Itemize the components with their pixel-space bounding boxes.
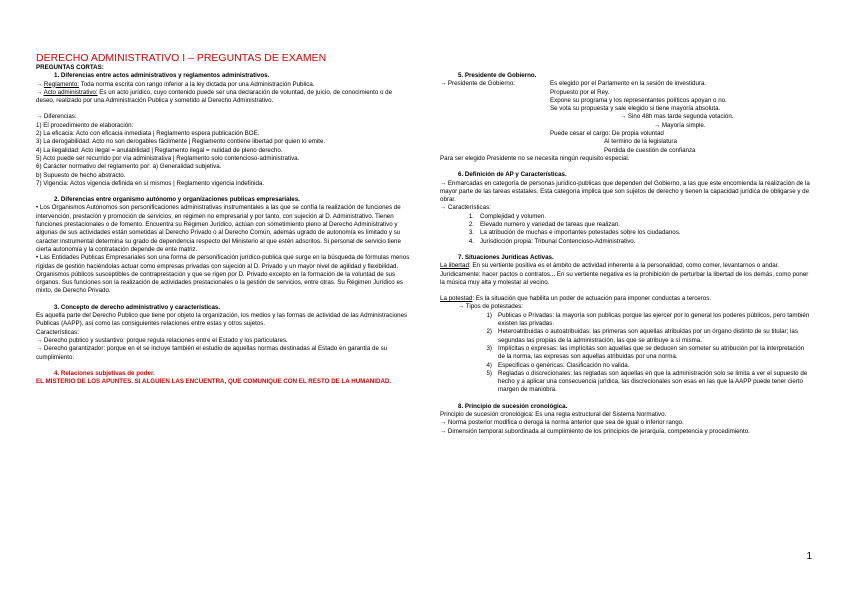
potestad-type-item: 1) Publicas o Privadas: la mayoría son publicas porque las ejercer por lo general los poderes públicos, pero también existen las privadas. bbox=[486, 311, 810, 328]
presidente-line: Para ser elegido Presidente no se necesita ningún requisito especial. bbox=[440, 154, 630, 162]
characteristics-label: Características: bbox=[36, 328, 79, 336]
presidente-line: Puede cesar el cargo: De propia voluntad bbox=[550, 130, 664, 138]
presidente-row bbox=[440, 80, 810, 88]
difference-item: 7) Vigencia: Actos vigencia definida en sí mismos | Reglamento vigencia indefinida. bbox=[36, 179, 265, 187]
entidades-publicas-paragraph: • Las Entidades Publicas Empresariales son una forma de personificación jurídico-publica que surge en la búsqueda de fórmulas menos rígidas de gestión haciéndolas actuar como empresas privadas con sujeción al D. Privado y un mayor nivel de agilidad y flexibilidad. Organismos públicos susceptibles de contraprestación y que se rigen por D. Privado excepto en la formación de la voluntad de sus órganos. Sus funciones son la realización de actividades prestacionales o la gestión de servicios, entre otras. Su Régimen Jurídico es mixto, de Derecho Privado. bbox=[36, 254, 410, 295]
ap-characteristic-text: La atribución de muchas e importantes potestades sobre los ciudadanos. bbox=[480, 229, 681, 237]
potestad-paragraph bbox=[440, 295, 810, 303]
potestad-text: : Es la situación que habilita un poder de actuación para imponer conductas a terceros. bbox=[472, 295, 712, 303]
potestad-type-item: 4) Especificas o genéricas: Clasificación no valida. bbox=[486, 361, 630, 369]
acto-label: Acto administrativo: bbox=[43, 88, 98, 96]
difference-item: 4) La ilegalidad: Acto ilegal = anulabilidad | Reglamento ilegal = nulidad de pleno derecho. bbox=[36, 146, 283, 154]
page-number: 1 bbox=[806, 551, 812, 562]
right-column bbox=[440, 72, 810, 436]
presidente-line: → Sino 48h mas tarde segunda votación. bbox=[620, 113, 734, 121]
presidente-line: Al termino de la legislatura bbox=[604, 138, 677, 146]
heading-section-7: 7. Situaciones Jurídicas Activas. bbox=[458, 253, 554, 261]
subtitle-short-questions: PREGUNTAS CORTAS: bbox=[36, 64, 104, 71]
potestad-type-text: Regladas o discrecionales: las regladas son aquellas en que la administración solo se limita a ver el supuesto de hecho y a aplicar una consecuencia jurídica, las discrecionales son esas en las que la AAPP puede tener cierto margen de maniobra. bbox=[498, 369, 808, 394]
potestad-types-label: → Tipos de potestades: bbox=[458, 303, 524, 311]
presidente-line: Propuesto por el Rey. bbox=[550, 88, 610, 96]
difference-item: 5) Acto puede ser recurrido por vía administrativa | Reglamento solo contencioso-administrativa. bbox=[36, 154, 300, 162]
characteristic-item: → Derecho publico y sustantivo: porque regula relaciones entre el Estado y los particulares. bbox=[36, 336, 288, 344]
sucesion-line: Principio de sucesión cronológica: Es una regla estructural del Sistema Normativo. bbox=[440, 410, 667, 418]
presidente-line: Es elegido por el Parlamento en la sesión de investidura. bbox=[550, 80, 707, 88]
potestad-type-text: Publicas o Privadas: la mayoría son publicas porque las ejercer por lo general los poderes públicos, pero también existen las privadas. bbox=[498, 311, 810, 328]
presidente-line: Expone su programa y los representantes políticos apoyan o no. bbox=[550, 96, 727, 104]
presidente-label: → Presidente de Gobierno: bbox=[440, 80, 515, 88]
difference-item: 2) La eficacia: Acto con eficacia inmediata | Reglamento espera publicación BOE. bbox=[36, 130, 260, 138]
characteristic-item: → Derecho garantizador: porque en el se incluye también el estudio de aquellas normas destinadas al Estado en garantía de su cumplimiento. bbox=[36, 345, 388, 361]
potestad-type-item: 2) Heteroatribuidas o autoatribuidas: las primeras son aquellas atribuidas por un órgano distinto de su titular; las segundas las propias de la administración, las que se atribuye a sí misma. bbox=[440, 328, 810, 345]
difference-item: 1) El procedimiento de elaboración: bbox=[36, 121, 134, 129]
difference-item: b) Supuesto de hecho abstracto. bbox=[36, 171, 126, 179]
heading-section-5: 5. Presidente de Gobierno. bbox=[458, 72, 537, 79]
libertad-text: : En su vertiente positiva es el ámbito de actividad inherente a la personalidad, como comer, levantarnos o andar. Jurídicamente: hacer pactos o contratos... En su vertiente negativa es la prohibición de perturbar la libertad de los demás, como poner la música muy alta y molestar al vecino. bbox=[440, 262, 809, 286]
heading-section-1: 1. Diferencias entre actos administrativos y reglamentos administrativos. bbox=[54, 72, 270, 80]
presidente-line: → Mayoría simple. bbox=[654, 121, 706, 129]
reglamento-paragraph: → Reglamento: Toda norma escrita con rango inferior a la ley dictada por una Administración Publica. bbox=[36, 80, 315, 88]
ap-definition-paragraph: → Enmarcadas en categoría de personas jurídico-publicas que dependen del Gobierno, a las que este encomienda la realización de la mayor parte de las tareas estatales. Esta categoría implica que son sujetos de derecho y tienen la capacidad jurídica de obligarse y de obrar. bbox=[440, 179, 810, 204]
reglamento-text: Toda norma escrita con rango inferior a la ley dictada por una Administración Publica. bbox=[79, 80, 315, 88]
ap-characteristics-label: → Características: bbox=[440, 204, 491, 212]
potestad-type-item: 5) Regladas o discrecionales: las regladas son aquellas en que la administración solo se limita a ver el supuesto de hecho y a aplicar una consecuencia jurídica, las discrecionales son esas en las que la AAPP puede tener cierto margen de maniobra. bbox=[440, 370, 810, 395]
presidente-line: Perdida de cuestión de confianza bbox=[604, 146, 696, 154]
ap-characteristic-item: 2. Elevado numero y variedad de tareas que realizan. bbox=[468, 221, 620, 229]
potestad-type-text: Heteroatribuidas o autoatribuidas: las primeras son aquellas atribuidas por un órgano distinto de su titular; las segundas las propias de la administración, las que se atribuye a sí misma. bbox=[498, 328, 798, 344]
heading-section-2: 2. Diferencias entre organismo autónomo y organizaciones publicas empresariales. bbox=[54, 196, 300, 204]
ap-characteristic-text: Complejidad y volumen. bbox=[480, 212, 547, 220]
missing-notes-message: EL MISTERIO DE LOS APUNTES. SI ALGUIEN LAS ENCUENTRA, QUE COMUNIQUE CON EL RESTO DE LA HUMANIDAD. bbox=[36, 378, 392, 386]
difference-item: 6) Carácter normativo del reglamento por: a) Generalidad subjetiva. bbox=[36, 163, 222, 171]
left-column bbox=[36, 52, 412, 386]
heading-section-4: 4. Relaciones subjetivas de poder. bbox=[54, 369, 155, 377]
ap-characteristic-text: Jurisdicción propia: Tribunal Contencioso-Administrativo. bbox=[480, 237, 636, 245]
ap-characteristic-text: Elevado numero y variedad de tareas que realizan. bbox=[480, 221, 620, 229]
ap-characteristic-item: 4. Jurisdicción propia: Tribunal Contencioso-Administrativo. bbox=[468, 237, 636, 245]
ap-characteristic-item: 1. Complejidad y volumen. bbox=[468, 212, 547, 220]
difference-item: 3) La derogabilidad: Acto no son derogables fácilmente | Reglamento contiene libertad por quien lo emite. bbox=[36, 138, 326, 146]
libertad-label: La libertad bbox=[440, 262, 469, 270]
potestad-type-item: 3) Implícitas o expresas: las implícitas son aquellas que se deducen sin someter su atribución por la interpretación de la norma, las expresas son aquellas atribuidas por una norma. bbox=[440, 345, 810, 362]
presidente-line: Se vota su propuesta y sale elegido si tiene mayoría absoluta. bbox=[550, 105, 721, 113]
sucesion-line: → Dimensión temporal subordinada al cumplimiento de los principios de jerarquía, competencia y procedimiento. bbox=[440, 427, 750, 435]
potestad-type-text: Especificas o genéricas: Clasificación no valida. bbox=[498, 361, 630, 369]
organismos-autonomos-paragraph: • Los Organismos Autónomos son personificaciones administrativas instrumentales a las que se confía la realización de funciones de intervención, prestación y promoción de servicios, en régimen no empresarial y por tanto, con sujeción al D. Administrativo. Tienen funciones prestacionales o de fomento. Encuentra su Régimen Jurídico, actúan con sometimiento pleno al Derecho Administrativo y algunas de sus actividades están sometidas al Derecho Privado o al Derecho Común, además ugrado de autonomía es limitado y su carácter instrumental determina su grado de dependencia respecto del Ministerio al que estén adscritos. Si personal de servicio tiene cierta autonomía y la contratación depende de ente matriz. bbox=[36, 204, 401, 253]
heading-section-3: 3. Concepto de derecho administrativo y características. bbox=[54, 303, 221, 311]
acto-text: Es un acto jurídico, cuyo contenido puede ser una declaración de voluntad, de juicio, de conocimiento o de deseo, realizado por una Administración Publica y sometido al Derecho Administrativo. bbox=[36, 88, 393, 105]
document-title: DERECHO ADMINISTRATIVO I – PREGUNTAS DE EXAMEN bbox=[36, 52, 327, 64]
differences-title: → Diferencias: bbox=[36, 113, 77, 121]
sucesion-line: → Norma posterior modifica o deroga la norma anterior que sea de igual o inferior rango. bbox=[440, 419, 684, 427]
concept-paragraph: Es aquella parte del Derecho Publico que tiene por objeto la organización, los medios y las formas de actividad de las Administraciones Publicas (AAPP), así como las consiguientes relaciones entre estas y otros sujetos. bbox=[36, 312, 408, 328]
ap-characteristic-item: 3. La atribución de muchas e importantes potestades sobre los ciudadanos. bbox=[468, 229, 681, 237]
reglamento-label: Reglamento: bbox=[43, 80, 80, 88]
potestad-type-text: Implícitas o expresas: las implícitas son aquellas que se deducen sin someter su atribución por la interpretación de la norma, las expresas son aquellas atribuidas por una norma. bbox=[498, 344, 805, 361]
heading-section-6: 6. Definición de AP y Características. bbox=[458, 171, 567, 179]
libertad-paragraph bbox=[440, 262, 810, 287]
heading-section-8: 8. Principio de sucesión cronológica. bbox=[458, 402, 568, 410]
potestad-label: La potestad bbox=[440, 295, 473, 303]
acto-paragraph: → Acto administrativo: Es un acto jurídico, cuyo contenido puede ser una declaración de voluntad, de juicio, de conocimiento o de deseo, realizado por una Administración Publica y sometido al Derecho Administrativo. bbox=[36, 88, 393, 105]
